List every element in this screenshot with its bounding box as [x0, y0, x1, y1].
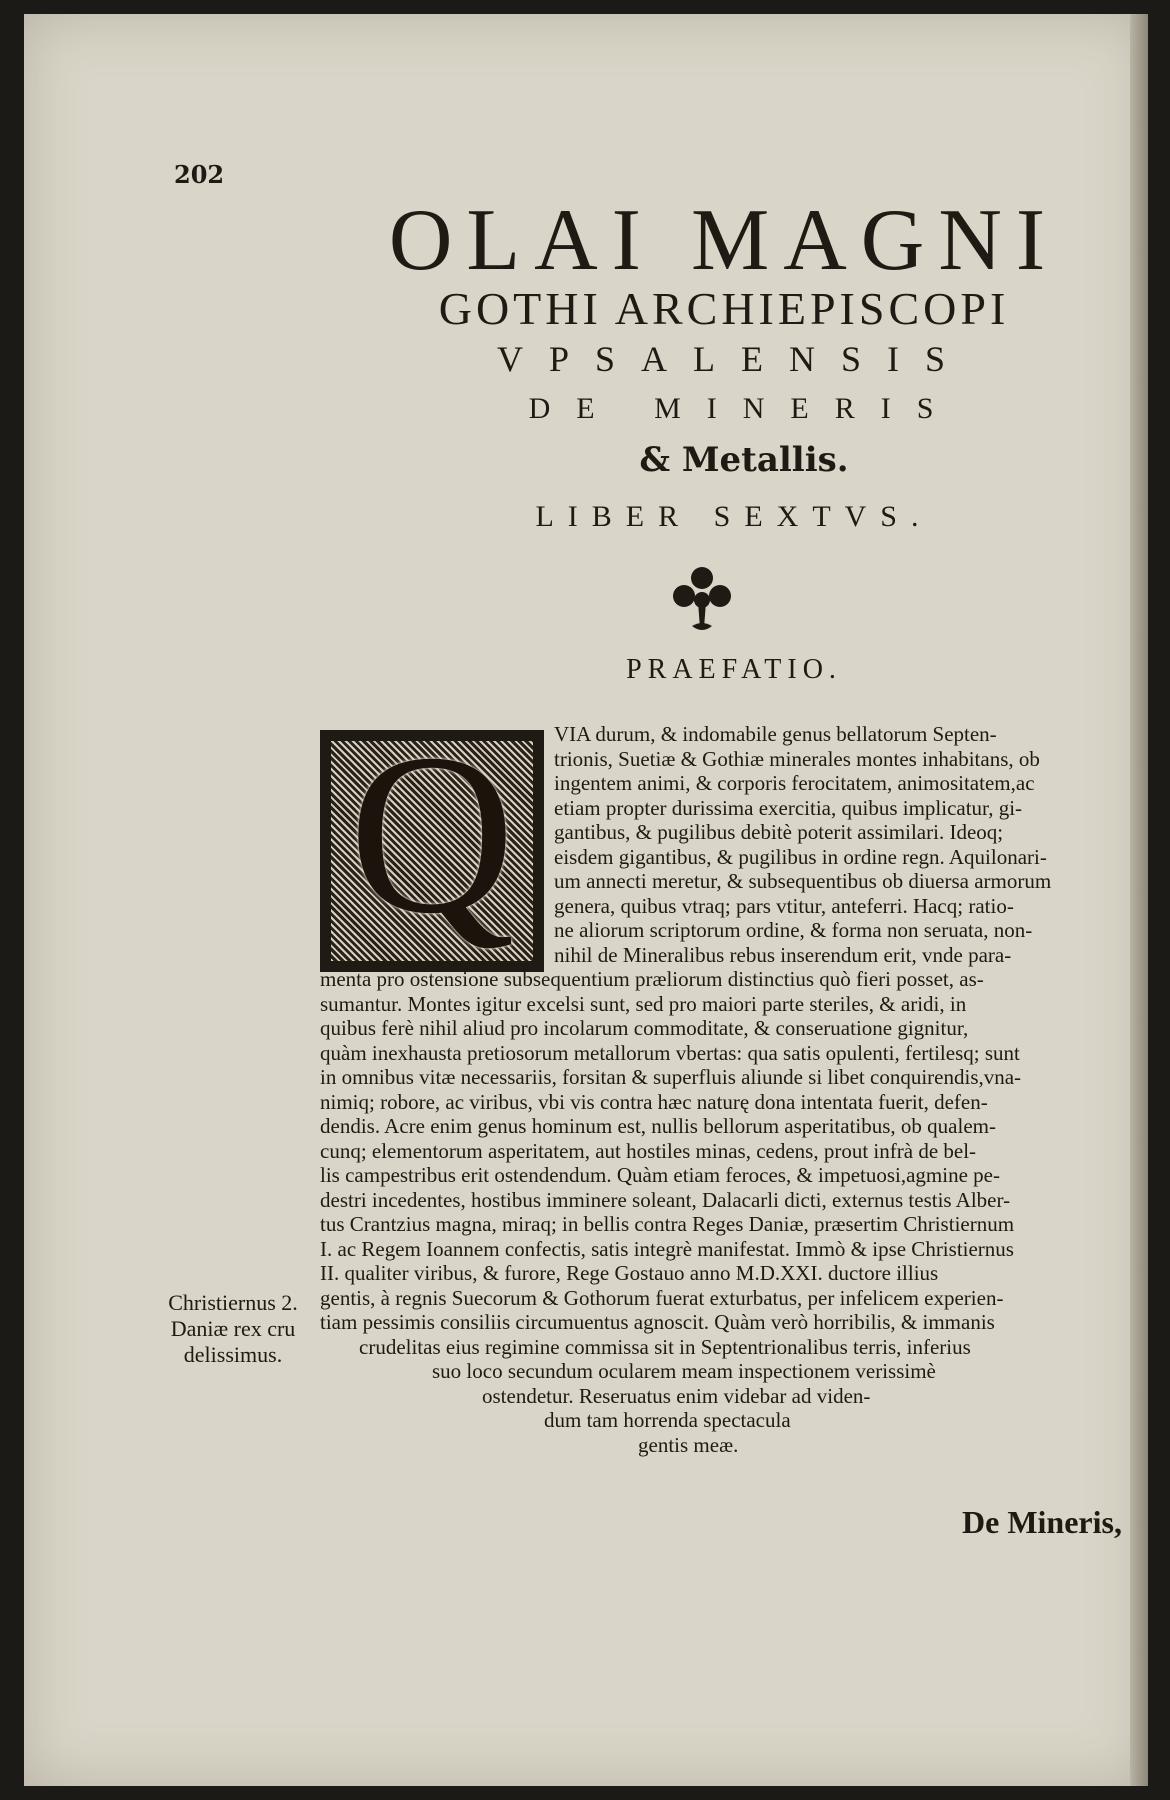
- section-heading: PRAEFATIO.: [626, 654, 842, 685]
- title-office: GOTHI ARCHIEPISCOPI: [438, 283, 1010, 334]
- text-line: dum tam horrenda spectacula: [544, 1408, 791, 1432]
- title-subject: DE MINERIS: [528, 392, 960, 425]
- margin-note-line: Christiernus 2.: [168, 1290, 298, 1315]
- title-subject-2: & Metallis.: [639, 440, 849, 480]
- text-line: quibus ferè nihil aliud pro incolarum commoditate, & conseruatione gignitur,: [320, 1016, 969, 1040]
- initial-letter: Q: [348, 706, 516, 961]
- book-label: LIBER SEXTVS.: [535, 500, 933, 533]
- text-line: dendis. Acre enim genus hominum est, nullis bellorum asperitatibus, ob qualem-: [320, 1114, 996, 1138]
- text-line: um annecti meretur, & subsequentibus ob diuersa armorum: [554, 869, 1052, 893]
- text-line: gentis meæ.: [638, 1432, 739, 1457]
- text-line: gentis, à regnis Suecorum & Gothorum fuerat exturbatus, per infelicem experien-: [320, 1285, 1004, 1310]
- text-line: sumantur. Montes igitur excelsi sunt, sed pro maiori parte steriles, & aridi, in: [320, 991, 967, 1016]
- text-line: VIA durum, & indomabile genus bellatorum Septen-: [554, 722, 997, 746]
- text-line: cunq; elementorum asperitatem, aut hostiles minas, cedens, prout infrà de bel-: [320, 1138, 977, 1163]
- text-line: menta pro ostensione subsequentium præliorum distinctius quò fieri posset, as-: [320, 967, 984, 991]
- page-number: 202: [174, 160, 225, 189]
- text-line: eisdem gigantibus, & pugilibus in ordine regn. Aquilonari-: [554, 844, 1047, 869]
- margin-note-line: delissimus.: [183, 1342, 283, 1367]
- text-line: nimiq; robore, ac viribus, vbi vis contra hæc naturę dona intentata fuerit, defen-: [320, 1089, 988, 1114]
- title-author: OLAI MAGNI: [388, 192, 1060, 289]
- text-line: lis campestribus erit ostendendum. Quàm etiam feroces, & impetuosi,agmine pe-: [320, 1163, 1000, 1187]
- text-line: nihil de Mineralibus rebus inserendum erit, vnde para-: [554, 942, 1012, 967]
- margin-note-line: Daniæ rex cru: [170, 1316, 296, 1341]
- fleuron-icon: [664, 562, 740, 638]
- text-line: etiam propter durissima exercitia, quibus implicatur, gi-: [554, 795, 1023, 820]
- text-line: tus Crantzius magna, miraq; in bellis contra Reges Daniæ, præsertim Christiernum: [320, 1212, 1015, 1236]
- catchword: De Mineris,: [962, 1504, 1122, 1540]
- decorated-initial: [320, 706, 544, 972]
- text-line: quàm inexhausta pretiosorum metallorum vbertas: qua satis opulenti, fertilesq; sunt: [320, 1040, 1020, 1065]
- text-line: genera, quibus vtraq; pars vtitur, anteferri. Hacq; ratio-: [554, 893, 1014, 918]
- book-page: [24, 14, 1148, 1786]
- text-line: trionis, Suetiæ & Gothiæ minerales montes inhabitans, ob: [554, 746, 1040, 771]
- text-line: tiam pessimis consiliis circumuentus agnoscit. Quàm verò horribilis, & immanis: [320, 1310, 995, 1334]
- text-line: gantibus, & pugilibus debitè poterit assimilari. Ideoq;: [554, 820, 1004, 844]
- text-line: II. qualiter viribus, & furore, Rege Gostauo anno M.D.XXI. ductore illius: [320, 1261, 939, 1285]
- text-line: crudelitas eius regimine commissa sit in Septentrionalibus terris, inferius: [359, 1334, 971, 1359]
- text-line: destri incedentes, hostibus imminere soleant, Dalacarli dicti, externus testis Alber-: [320, 1187, 1011, 1212]
- text-line: ostendetur. Reseruatus enim videbar ad viden-: [482, 1383, 871, 1408]
- text-line: suo loco secundum ocularem meam inspectionem verissimè: [432, 1359, 936, 1383]
- text-line: in omnibus vitæ necessariis, forsitan & superfluis aliunde si libet conquirendis,vna-: [320, 1065, 1022, 1089]
- title-see: VPSALENSIS: [496, 339, 972, 379]
- text-line: ne aliorum scriptorum ordine, & forma non seruata, non-: [554, 918, 1033, 942]
- text-line: I. ac Regem Ioannem confectis, satis integrè manifestat. Immò & ipse Christiernus: [320, 1236, 1014, 1261]
- text-line: ingentem animi, & corporis ferocitatem, animositatem,ac: [554, 771, 1035, 795]
